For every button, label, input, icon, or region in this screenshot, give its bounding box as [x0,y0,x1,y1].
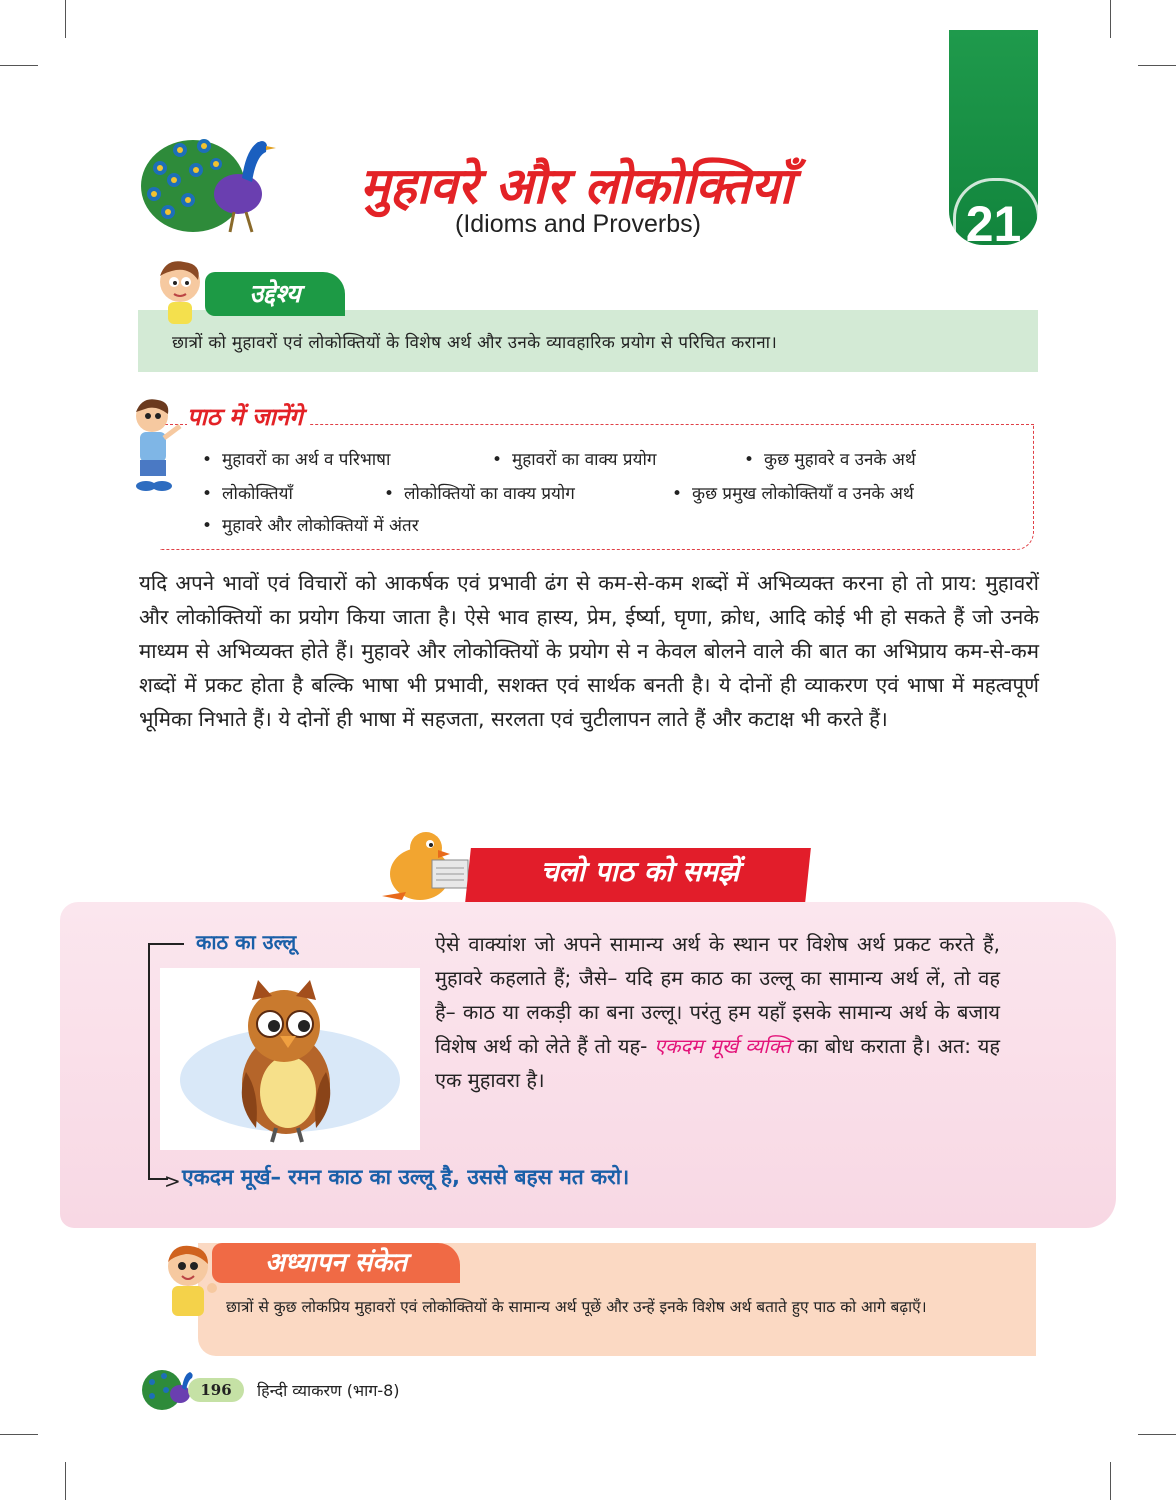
learn-item: • मुहावरों का वाक्य प्रयोग [492,447,656,470]
crop-mark [1138,1434,1176,1435]
bracket-arrowhead: > [164,1169,181,1193]
explanation-text: का बोध कराता है। अत: यह एक मुहावरा है। [435,1034,1000,1092]
learn-title: पाठ में जानेंगे [187,400,309,433]
idiom-example-sentence: एकदम मूर्ख– रमन काठ का उल्लू है, उससे बहस मत करो। [182,1165,630,1189]
bracket-line [148,943,184,945]
owl-illustration [164,972,416,1148]
crop-mark [65,1462,66,1500]
boy-pointing-illustration [128,396,184,496]
crop-mark [0,65,38,66]
bracket-line [148,943,150,1179]
teaching-hint-text: छात्रों से कुछ लोकप्रिय मुहावरों एवं लोकोक्तियों के सामान्य अर्थ पूछें और उन्हें इनके विशेष अर्थ बताते हुए पाठ को आगे बढ़ाएँ। [226,1298,927,1316]
highlighted-meaning: एकदम मूर्ख व्यक्ति [654,1034,791,1058]
chapter-number: 21 [965,196,1022,252]
learn-item: • मुहावरे और लोकोक्तियों में अंतर [202,513,419,536]
banner-label: चलो पाठ को समझें [540,855,740,888]
chapter-title-english: (Idioms and Proverbs) [455,210,701,238]
teaching-hint-label: अध्यापन संकेत [212,1243,460,1283]
intro-paragraph: यदि अपने भावों एवं विचारों को आकर्षक एवं प्रभावी ढंग से कम-से-कम शब्दों में अभिव्यक्त करना हो तो प्राय: मुहावरों और लोकोक्तियों का प्रयोग किया जाता है। ऐसे भाव हास्य, प्रेम, ईर्ष्या, घृणा, क्रोध, आदि कोई भी हो सकते हैं जो उनके माध्यम से अभिव्यक्त होते हैं। मुहावरे और लोकोक्तियों के प्रयोग से न केवल बोलने वाले की बात का अभिप्राय कम-से-कम शब्दों में प्रकट होता है बल्कि भाषा भी प्रभावी, सशक्त एवं सार्थक बनती है। ये दोनों ही व्याकरण एवं भाषा में महत्वपूर्ण भूमिका निभाते हैं। ये दोनों ही भाषा में सहजता, सरलता एवं चुटीलापन लाते हैं और कटाक्ष भी करते हैं। [139,571,1039,731]
crop-mark [0,1434,38,1435]
idiom-label: काठ का उल्लू [196,930,297,954]
peacock-illustration [138,128,288,240]
crop-mark [65,0,66,38]
explanation-text: ऐसे वाक्यांश जो अपने सामान्य अर्थ के स्थान पर विशेष अर्थ प्रकट करते हैं, मुहावरे कहलाते हैं; जैसे– यदि हम काठ का उल्लू का सामान्य अर्थ लें, तो वह है– काठ या लकड़ी का बना उल्लू। परंतु हम यहाँ इसके सामान्य अर्थ के बजाय विशेष अर्थ को लेते हैं तो यह- [435,932,1000,1058]
objective-label: उद्देश्य [205,272,345,316]
crop-mark [1110,0,1111,38]
chapter-tab [949,30,1038,252]
crop-mark [1110,1462,1111,1500]
objective-text: छात्रों को मुहावरों एवं लोकोक्तियों के विशेष अर्थ और उनके व्यावहारिक प्रयोग से परिचित कराना। [172,333,778,353]
crop-mark [1138,65,1176,66]
page-number: 196 [188,1378,244,1402]
learn-item: • कुछ मुहावरे व उनके अर्थ [744,447,916,470]
learn-item: • कुछ प्रमुख लोकोक्तियाँ व उनके अर्थ [672,481,914,504]
boy-mascot-illustration [150,256,210,326]
idiom-explanation [435,927,1000,1097]
boy-waving-illustration [160,1242,220,1318]
chapter-title-hindi: मुहावरे और लोकोक्तियाँ [360,157,793,215]
learn-item: • मुहावरों का अर्थ व परिभाषा [202,447,390,470]
learn-item: • लोकोक्तियों का वाक्य प्रयोग [384,481,575,504]
bird-reading-illustration [376,826,472,908]
learn-item: • लोकोक्तियाँ [202,481,293,504]
book-title: हिन्दी व्याकरण (भाग-8) [257,1381,400,1400]
